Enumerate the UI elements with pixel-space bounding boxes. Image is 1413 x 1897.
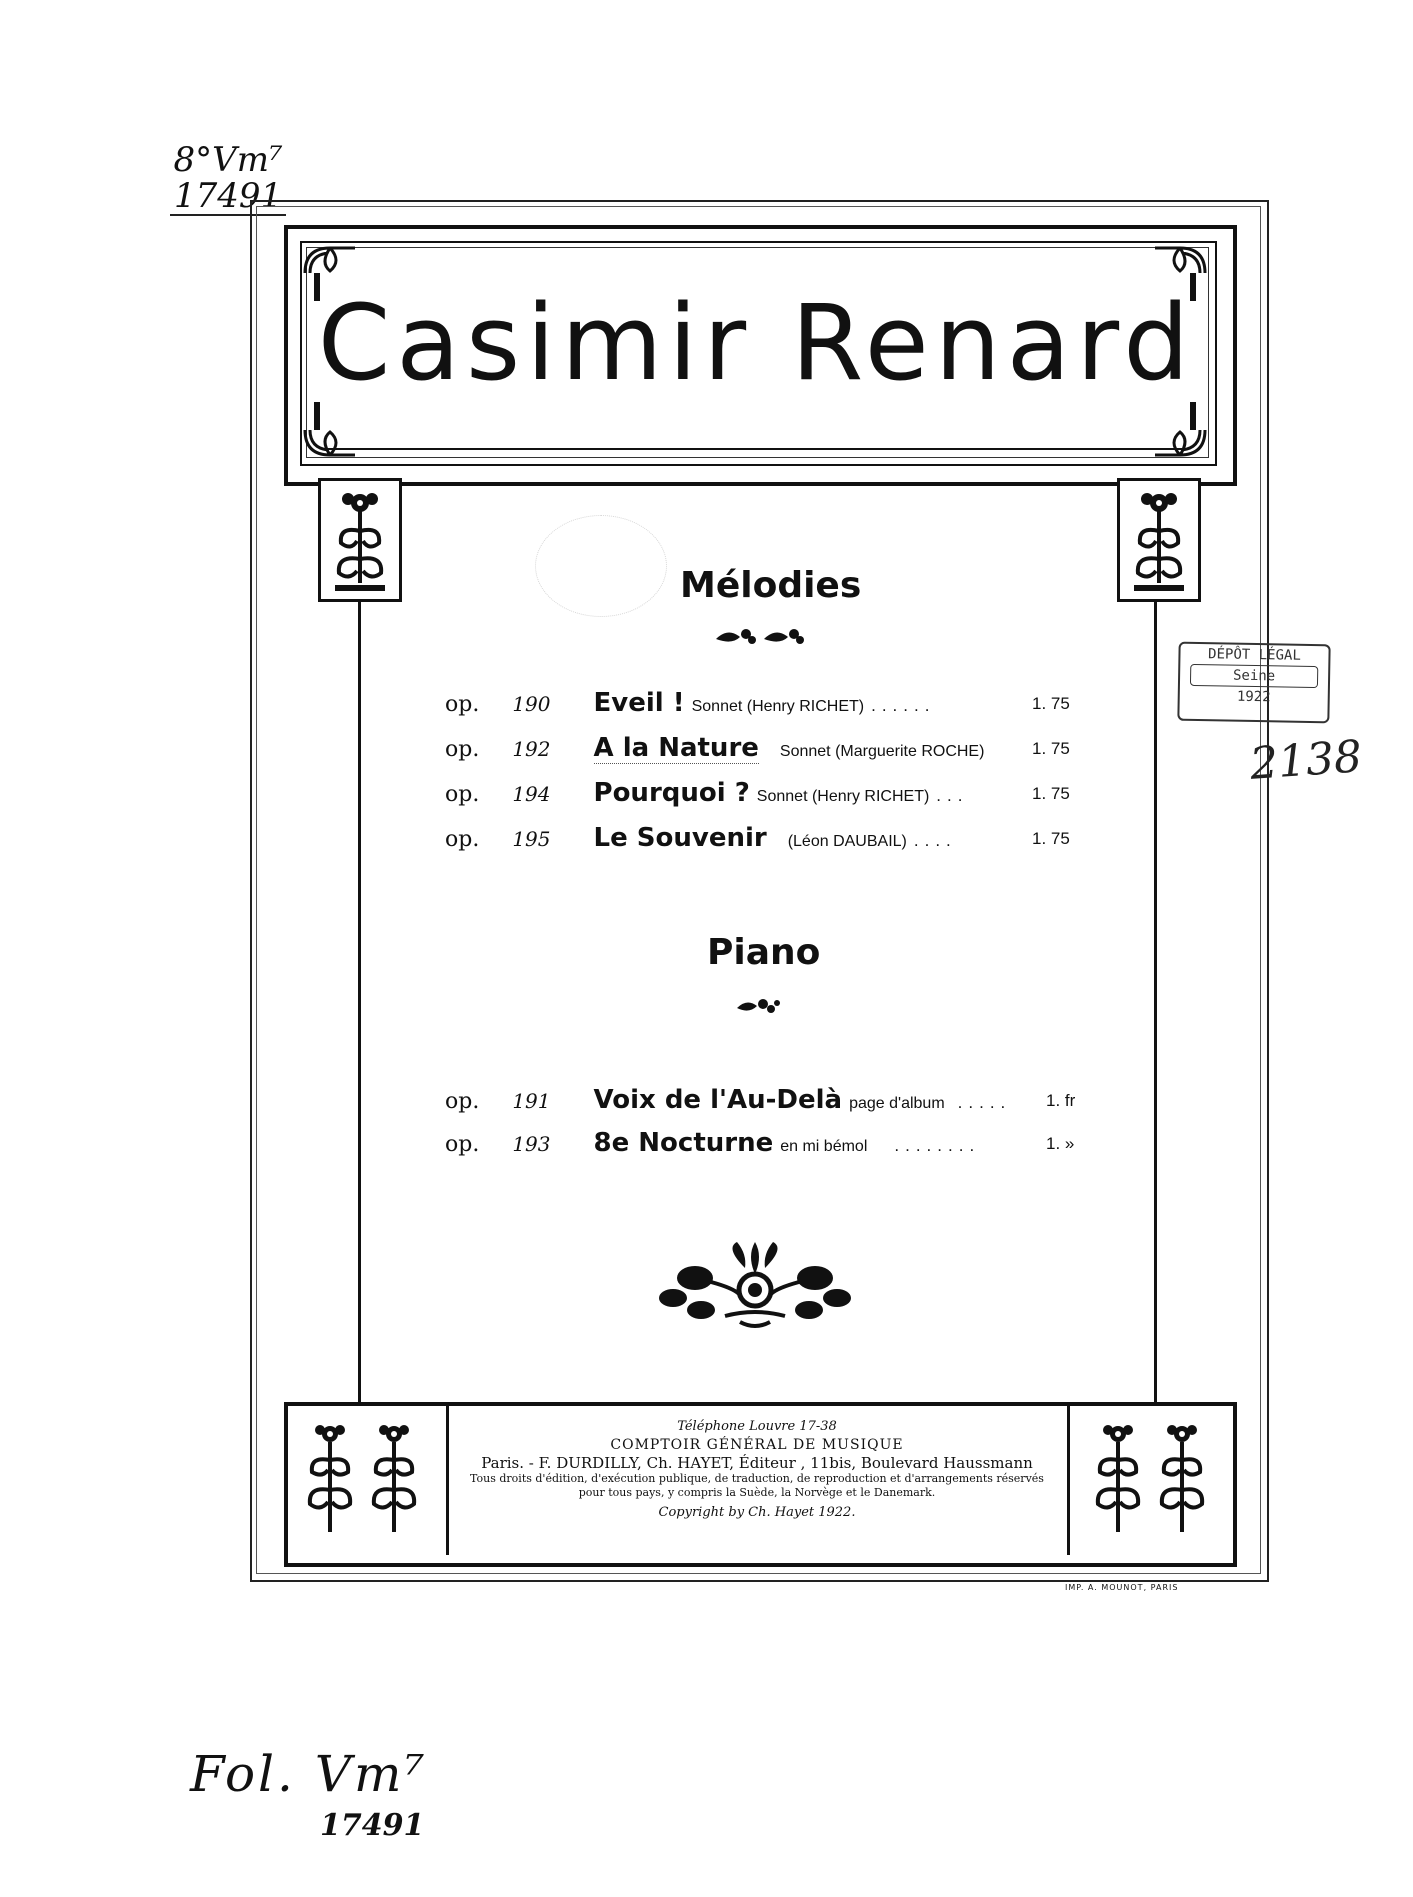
price: 1. »: [1046, 1134, 1075, 1153]
leaf-divider-icon: [712, 625, 808, 649]
opus-label: op.: [445, 692, 480, 717]
list-item: [445, 733, 984, 763]
opus-number: 193: [512, 1132, 551, 1156]
work-title: 8e Nocturne: [593, 1128, 774, 1158]
printer-imprint: IMP. A. MOUNOT, PARIS: [1065, 1583, 1179, 1592]
handwritten-number: 2138: [1248, 731, 1364, 790]
work-subtitle: (Léon DAUBAIL): [787, 833, 907, 850]
left-column-line: [358, 595, 361, 1405]
price: 1. 75: [1032, 694, 1070, 713]
corner-ornament-bottom-left: [300, 400, 360, 460]
work-title: Voix de l'Au-Delà: [593, 1085, 843, 1115]
flower-ornament-icon: [321, 481, 399, 599]
floral-ornament-icon: [655, 1238, 855, 1333]
company-name: COMPTOIR GÉNÉRAL DE MUSIQUE: [610, 1437, 904, 1453]
shelfmark-top-line1: 8°Vm⁷: [173, 140, 283, 180]
legal-deposit-stamp: [1177, 642, 1330, 724]
work-title: Eveil !: [593, 688, 685, 718]
work-title: A la Nature: [593, 733, 759, 763]
price: 1. 75: [1032, 829, 1070, 848]
faint-library-stamp: [535, 515, 667, 617]
piano-heading: Piano: [707, 932, 821, 973]
flower-ornament-icon: [1120, 481, 1198, 599]
opus-number: 195: [512, 827, 551, 851]
opus-label: op.: [445, 1132, 480, 1157]
corner-ornament-bottom-right: [1150, 400, 1210, 460]
right-pillar-ornament: [1117, 478, 1201, 602]
leader-dots: .....: [957, 1093, 1012, 1112]
footer-right-ornament: [1067, 1406, 1228, 1555]
copyright: Copyright by Ch. Hayet 1922.: [658, 1505, 856, 1520]
leaf-divider-icon: [733, 996, 781, 1018]
opus-label: op.: [445, 737, 480, 762]
right-column-line: [1154, 595, 1157, 1405]
leader-dots: ......: [871, 696, 936, 715]
opus-number: 192: [512, 737, 551, 761]
rights-line-1: Tous droits d'édition, d'exécution publique, de traduction, de reproduction et d'arrangements réservés: [470, 1472, 1044, 1485]
work-title: Le Souvenir: [593, 823, 767, 853]
shelfmark-top-line2: 17491: [170, 178, 286, 216]
telephone: Téléphone Louvre 17-38: [677, 1419, 837, 1434]
title-underline: [325, 448, 1185, 450]
double-flower-ornament-icon: [288, 1406, 446, 1555]
list-item: [445, 778, 968, 808]
work-subtitle: Sonnet (Henry RICHET): [756, 788, 930, 805]
publisher-address: Paris. - F. DURDILLY, Ch. HAYET, Éditeur , 11bis, Boulevard Haussmann: [481, 1454, 1033, 1472]
melodies-heading: Mélodies: [680, 565, 862, 606]
stamp-line-1: DÉPÔT LÉGAL: [1207, 646, 1301, 664]
double-flower-ornament-icon: [1070, 1406, 1228, 1555]
list-item: [445, 1085, 1011, 1115]
work-subtitle: page d'album: [849, 1095, 945, 1112]
rights-line-2: pour tous pays, y compris la Suède, la Norvège et le Danemark.: [578, 1486, 936, 1499]
opus-label: op.: [445, 1089, 480, 1114]
left-pillar-ornament: [318, 478, 402, 602]
opus-label: op.: [445, 827, 480, 852]
price: 1. 75: [1032, 739, 1070, 758]
opus-label: op.: [445, 782, 480, 807]
work-subtitle: Sonnet (Marguerite ROCHE): [779, 743, 985, 760]
list-item: [445, 823, 957, 853]
shelfmark-bottom: Fol. Vm⁷: [190, 1745, 428, 1803]
leader-dots: ........: [894, 1136, 981, 1155]
leader-dots: ...: [936, 786, 969, 805]
opus-number: 190: [512, 692, 551, 716]
opus-number: 194: [512, 782, 551, 806]
leader-dots: ....: [913, 831, 957, 850]
footer-left-ornament: [288, 1406, 449, 1555]
work-title: Pourquoi ?: [593, 778, 750, 808]
shelfmark-bottom-number: 17491: [320, 1808, 425, 1843]
stamp-line-3: 1922: [1236, 688, 1271, 706]
list-item: [445, 688, 935, 718]
work-subtitle: Sonnet (Henry RICHET): [691, 698, 865, 715]
work-subtitle: en mi bémol: [780, 1138, 868, 1155]
list-item: [445, 1128, 980, 1158]
price: 1. 75: [1032, 784, 1070, 803]
composer-name: Casimir Renard: [317, 282, 1196, 404]
publisher-block: [452, 1418, 1062, 1522]
opus-number: 191: [512, 1089, 551, 1113]
price: 1. fr: [1046, 1091, 1076, 1110]
stamp-line-2: Seine: [1190, 664, 1318, 688]
